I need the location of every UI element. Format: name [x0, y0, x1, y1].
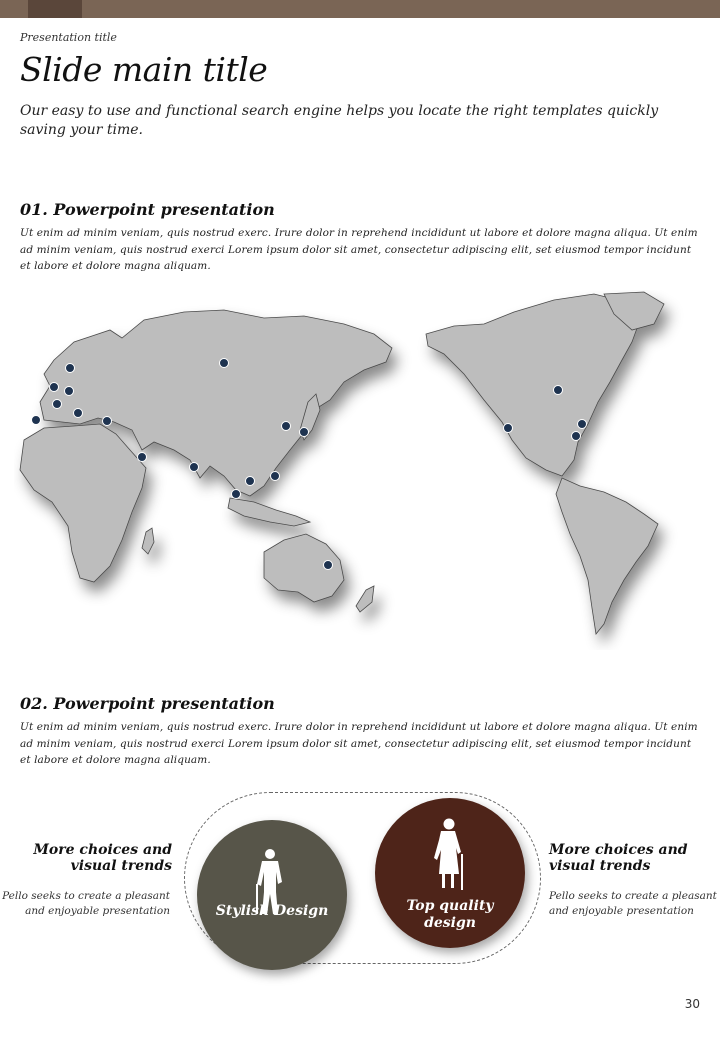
map-marker[interactable]: [572, 432, 581, 441]
world-map: [14, 290, 704, 650]
left-feature-body: [2, 889, 170, 919]
left-feature-heading: [33, 842, 172, 874]
map-marker[interactable]: [190, 463, 199, 472]
top-quality-label-line1: Top quality: [406, 898, 494, 914]
map-marker[interactable]: [554, 386, 563, 395]
presentation-title: Presentation title: [20, 31, 117, 44]
right-feature-body-line2: and enjoyable presentation: [549, 905, 694, 917]
stylish-design-circle: [197, 820, 347, 970]
map-marker[interactable]: [65, 387, 74, 396]
map-marker[interactable]: [50, 383, 59, 392]
map-marker[interactable]: [232, 490, 241, 499]
map-marker[interactable]: [138, 453, 147, 462]
new-zealand: [356, 586, 374, 612]
section-2-body: Ut enim ad minim veniam, quis nostrud exerc. Irure dolor in reprehend incididunt ut labore et dolore magna aliqua. Ut enim ad minim veniam, quis nostrud exerci Lorem ipsum dolor sit amet, consectetur adipiscing elit, set eiusmod tempor incidunt et labore et dolore magna aliquam.: [20, 721, 698, 766]
section-1-body: Ut enim ad minim veniam, quis nostrud exerc. Irure dolor in reprehend incididunt ut labore et dolore magna aliqua. Ut enim ad minim veniam, quis nostrud exerci Lorem ipsum dolor sit amet, consectetur adipiscing elit, set eiusmod tempor incidunt et labore et dolore magna aliquam.: [20, 227, 698, 272]
right-feature-heading-line2: visual trends: [549, 858, 651, 874]
map-marker[interactable]: [300, 428, 309, 437]
top-quality-label: [375, 898, 525, 932]
left-feature-heading-line1: More choices and: [33, 842, 172, 858]
map-marker[interactable]: [66, 364, 75, 373]
map-marker[interactable]: [74, 409, 83, 418]
right-feature-heading: [549, 842, 688, 874]
top-quality-label-line2: design: [424, 915, 476, 931]
right-feature-body-line1: Pello seeks to create a pleasant: [549, 890, 717, 902]
madagascar: [142, 528, 154, 554]
slide-main-title: Slide main title: [20, 50, 268, 89]
slide-subtitle: Our easy to use and functional search engine helps you locate the right templates quickly saving your time.: [20, 103, 659, 138]
map-marker[interactable]: [271, 472, 280, 481]
map-marker[interactable]: [324, 561, 333, 570]
left-feature-heading-line2: visual trends: [70, 858, 172, 874]
left-feature-body-line1: Pello seeks to create a pleasant: [2, 890, 170, 902]
map-marker[interactable]: [103, 417, 112, 426]
top-bar-tab: [28, 0, 82, 18]
left-feature-body-line2: and enjoyable presentation: [25, 905, 170, 917]
elderly-woman-icon: [431, 818, 471, 894]
top-bar: [0, 0, 720, 18]
section-1-heading: 01. Powerpoint presentation: [20, 200, 275, 219]
map-marker[interactable]: [246, 477, 255, 486]
map-marker[interactable]: [504, 424, 513, 433]
north-america-landmass: [426, 294, 640, 476]
map-marker[interactable]: [32, 416, 41, 425]
stylish-design-label: Stylish Design: [215, 903, 329, 919]
right-feature-body: [549, 889, 717, 919]
se-asia-islands: [228, 498, 310, 526]
right-feature-heading-line1: More choices and: [549, 842, 688, 858]
page-number: 30: [684, 997, 700, 1011]
top-quality-circle: [375, 798, 525, 948]
south-america-landmass: [556, 478, 658, 634]
section-2-heading: 02. Powerpoint presentation: [20, 694, 275, 713]
map-marker[interactable]: [220, 359, 229, 368]
map-marker[interactable]: [282, 422, 291, 431]
map-marker[interactable]: [578, 420, 587, 429]
africa-landmass: [20, 424, 146, 582]
map-marker[interactable]: [53, 400, 62, 409]
